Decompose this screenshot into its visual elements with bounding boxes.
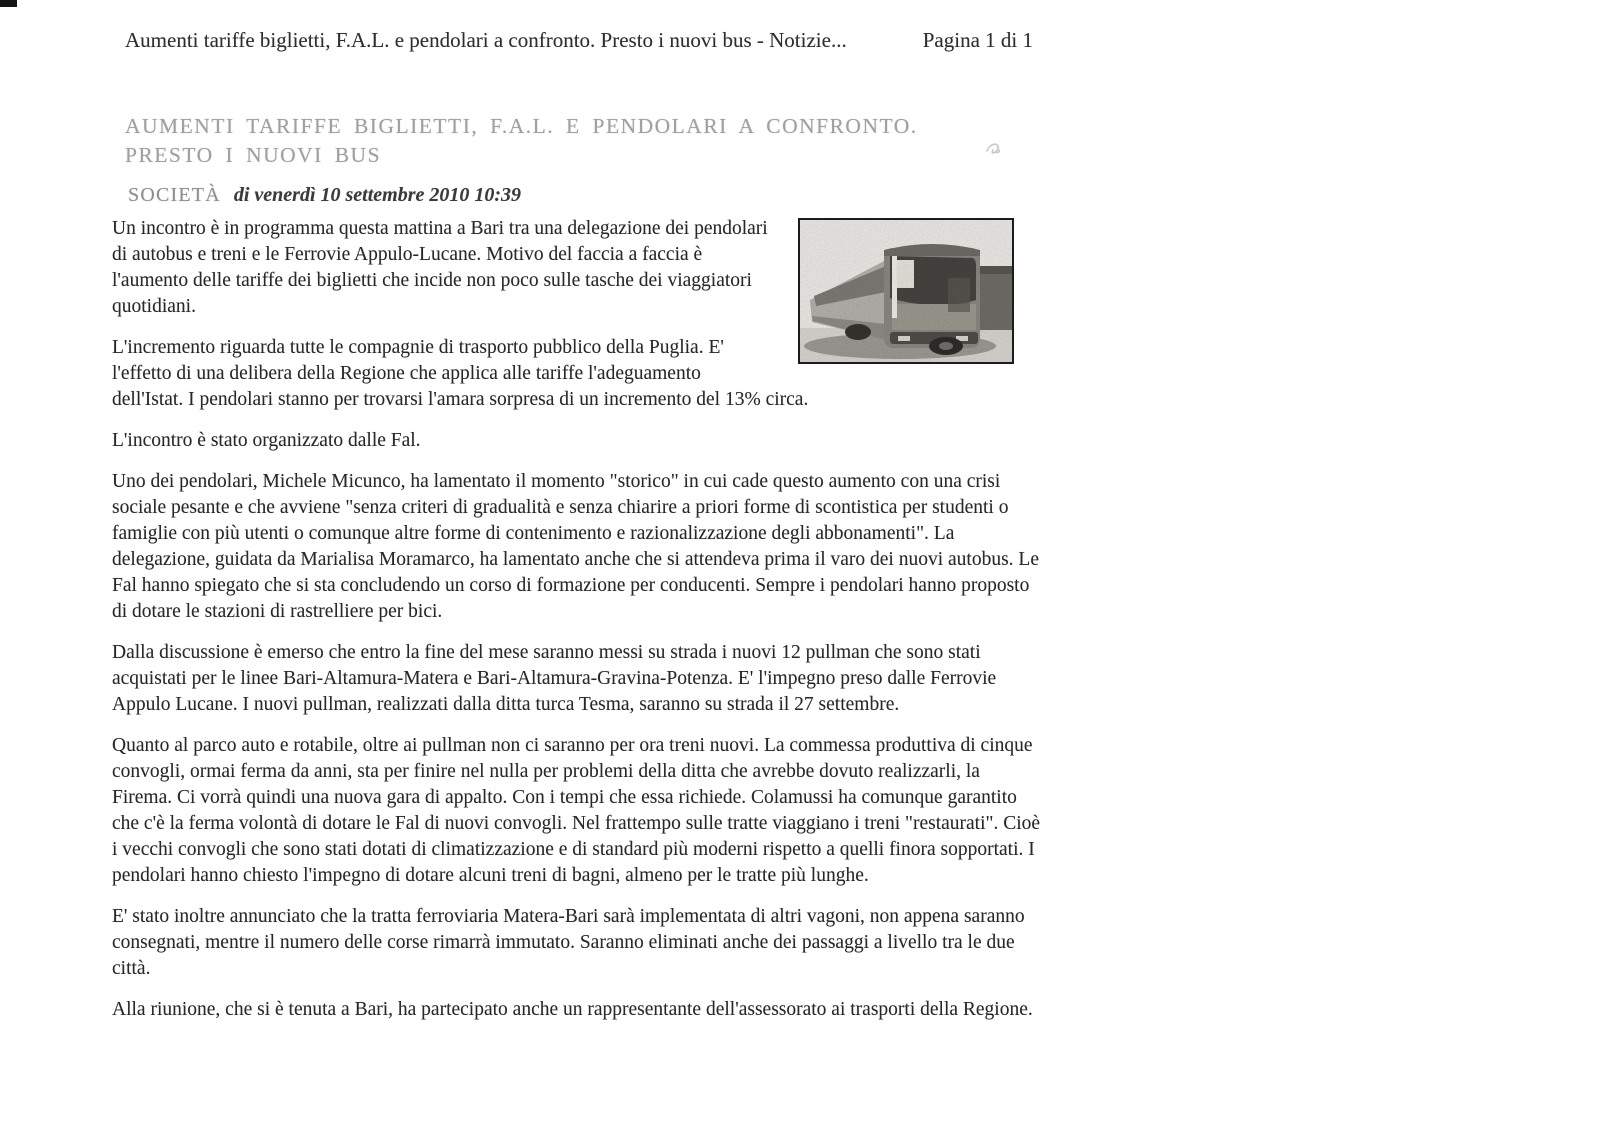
print-header-pagination: Pagina 1 di 1 <box>922 28 1033 52</box>
bus-photo <box>798 218 1014 364</box>
article-paragraph: E' stato inoltre annunciato che la tratta ferroviaria Matera-Bari sarà implementata di altri vagoni, non appena saranno consegnati, mentre il numero delle corse rimarrà immutato. Saranno eliminati anche dei passaggi a livello tra le due città. <box>112 906 1025 979</box>
article-paragraph: Alla riunione, che si è tenuta a Bari, ha partecipato anche un rappresentante dell'assessorato ai trasporti della Regione. <box>112 999 1033 1020</box>
article-headline: AUMENTI TARIFFE BIGLIETTI, F.A.L. E PENDOLARI A CONFRONTO. PRESTO I NUOVI BUS <box>125 114 918 167</box>
print-header <box>125 28 1033 53</box>
scan-smudge-mark <box>984 140 1004 163</box>
article-category: SOCIETÀ <box>128 184 221 206</box>
article-paragraph: Dalla discussione è emerso che entro la fine del mese saranno messi su strada i nuovi 12 pullman che sono stati acquistati per le linee Bari-Altamura-Matera e Bari-Altamura-Gravina-Potenza. E' l'impegno preso dalle Ferrovie Appulo Lucane. I nuovi pullman, realizzati dalla ditta turca Tesma, saranno su strada il 27 settembre. <box>112 642 997 715</box>
article-paragraph: L'incontro è stato organizzato dalle Fal. <box>112 430 421 451</box>
article-paragraph: L'incremento riguarda tutte le compagnie di trasporto pubblico della Puglia. E' l'effetto di una delibera della Regione che applica alle tariffe l'adeguamento dell'Istat. I pendolari stanno per trovarsi l'amara sorpresa di un incremento del 13% circa. <box>112 337 809 410</box>
print-header-title: Aumenti tariffe biglietti, F.A.L. e pendolari a confronto. Presto i nuovi bus - Notizie... <box>125 28 847 52</box>
article-dateline: di venerdì 10 settembre 2010 10:39 <box>233 184 522 206</box>
bus-photo-illustration <box>800 220 1012 362</box>
article-body <box>112 216 1042 1038</box>
scan-artifact-corner-mark <box>0 0 17 7</box>
article-paragraph: Uno dei pendolari, Michele Micunco, ha lamentato il momento "storico" in cui cade questo aumento con una crisi sociale pesante e che avviene "senza criteri di gradualità e senza chiarire a priori forme di scontistica per studenti o famiglie con più utenti o comunque altre forme di contenimento e razionalizzazione degli abbonamenti". La delegazione, guidata da Marialisa Moramarco, ha lamentato anche che si attendeva prima il varo dei nuovi autobus. Le Fal hanno spiegato che si sta concludendo un corso di formazione per conducenti. Sempre i pendolari hanno proposto di dotare le stazioni di rastrelliere per bici. <box>112 471 1039 622</box>
article-byline <box>128 184 521 207</box>
article-paragraph: Quanto al parco auto e rotabile, oltre ai pullman non ci saranno per ora treni nuovi. La commessa produttiva di cinque convogli, ormai ferma da anni, sta per finire nel nulla per problemi della ditta che avrebbe dovuto realizzarli, la Firema. Ci vorrà quindi una nuova gara di appalto. Con i tempi che essa richiede. Colamussi ha comunque garantito che c'è la ferma volontà di dotare le Fal di nuovi convogli. Nel frattempo sulle tratte viaggiano i treni "restaurati". Cioè i vecchi convogli che sono stati dotati di climatizzazione e di standard più moderni rispetto a quelli finora sopportati. I pendolari hanno chiesto l'impegno di dotare alcuni treni di bagni, almeno per le tratte più lunghe. <box>112 735 1041 886</box>
article-paragraph: Un incontro è in programma questa mattina a Bari tra una delegazione dei pendolari di autobus e treni e le Ferrovie Appulo-Lucane. Motivo del faccia a faccia è l'aumento delle tariffe dei biglietti che incide non poco sulle tasche dei viaggiatori quotidiani. <box>112 218 768 317</box>
